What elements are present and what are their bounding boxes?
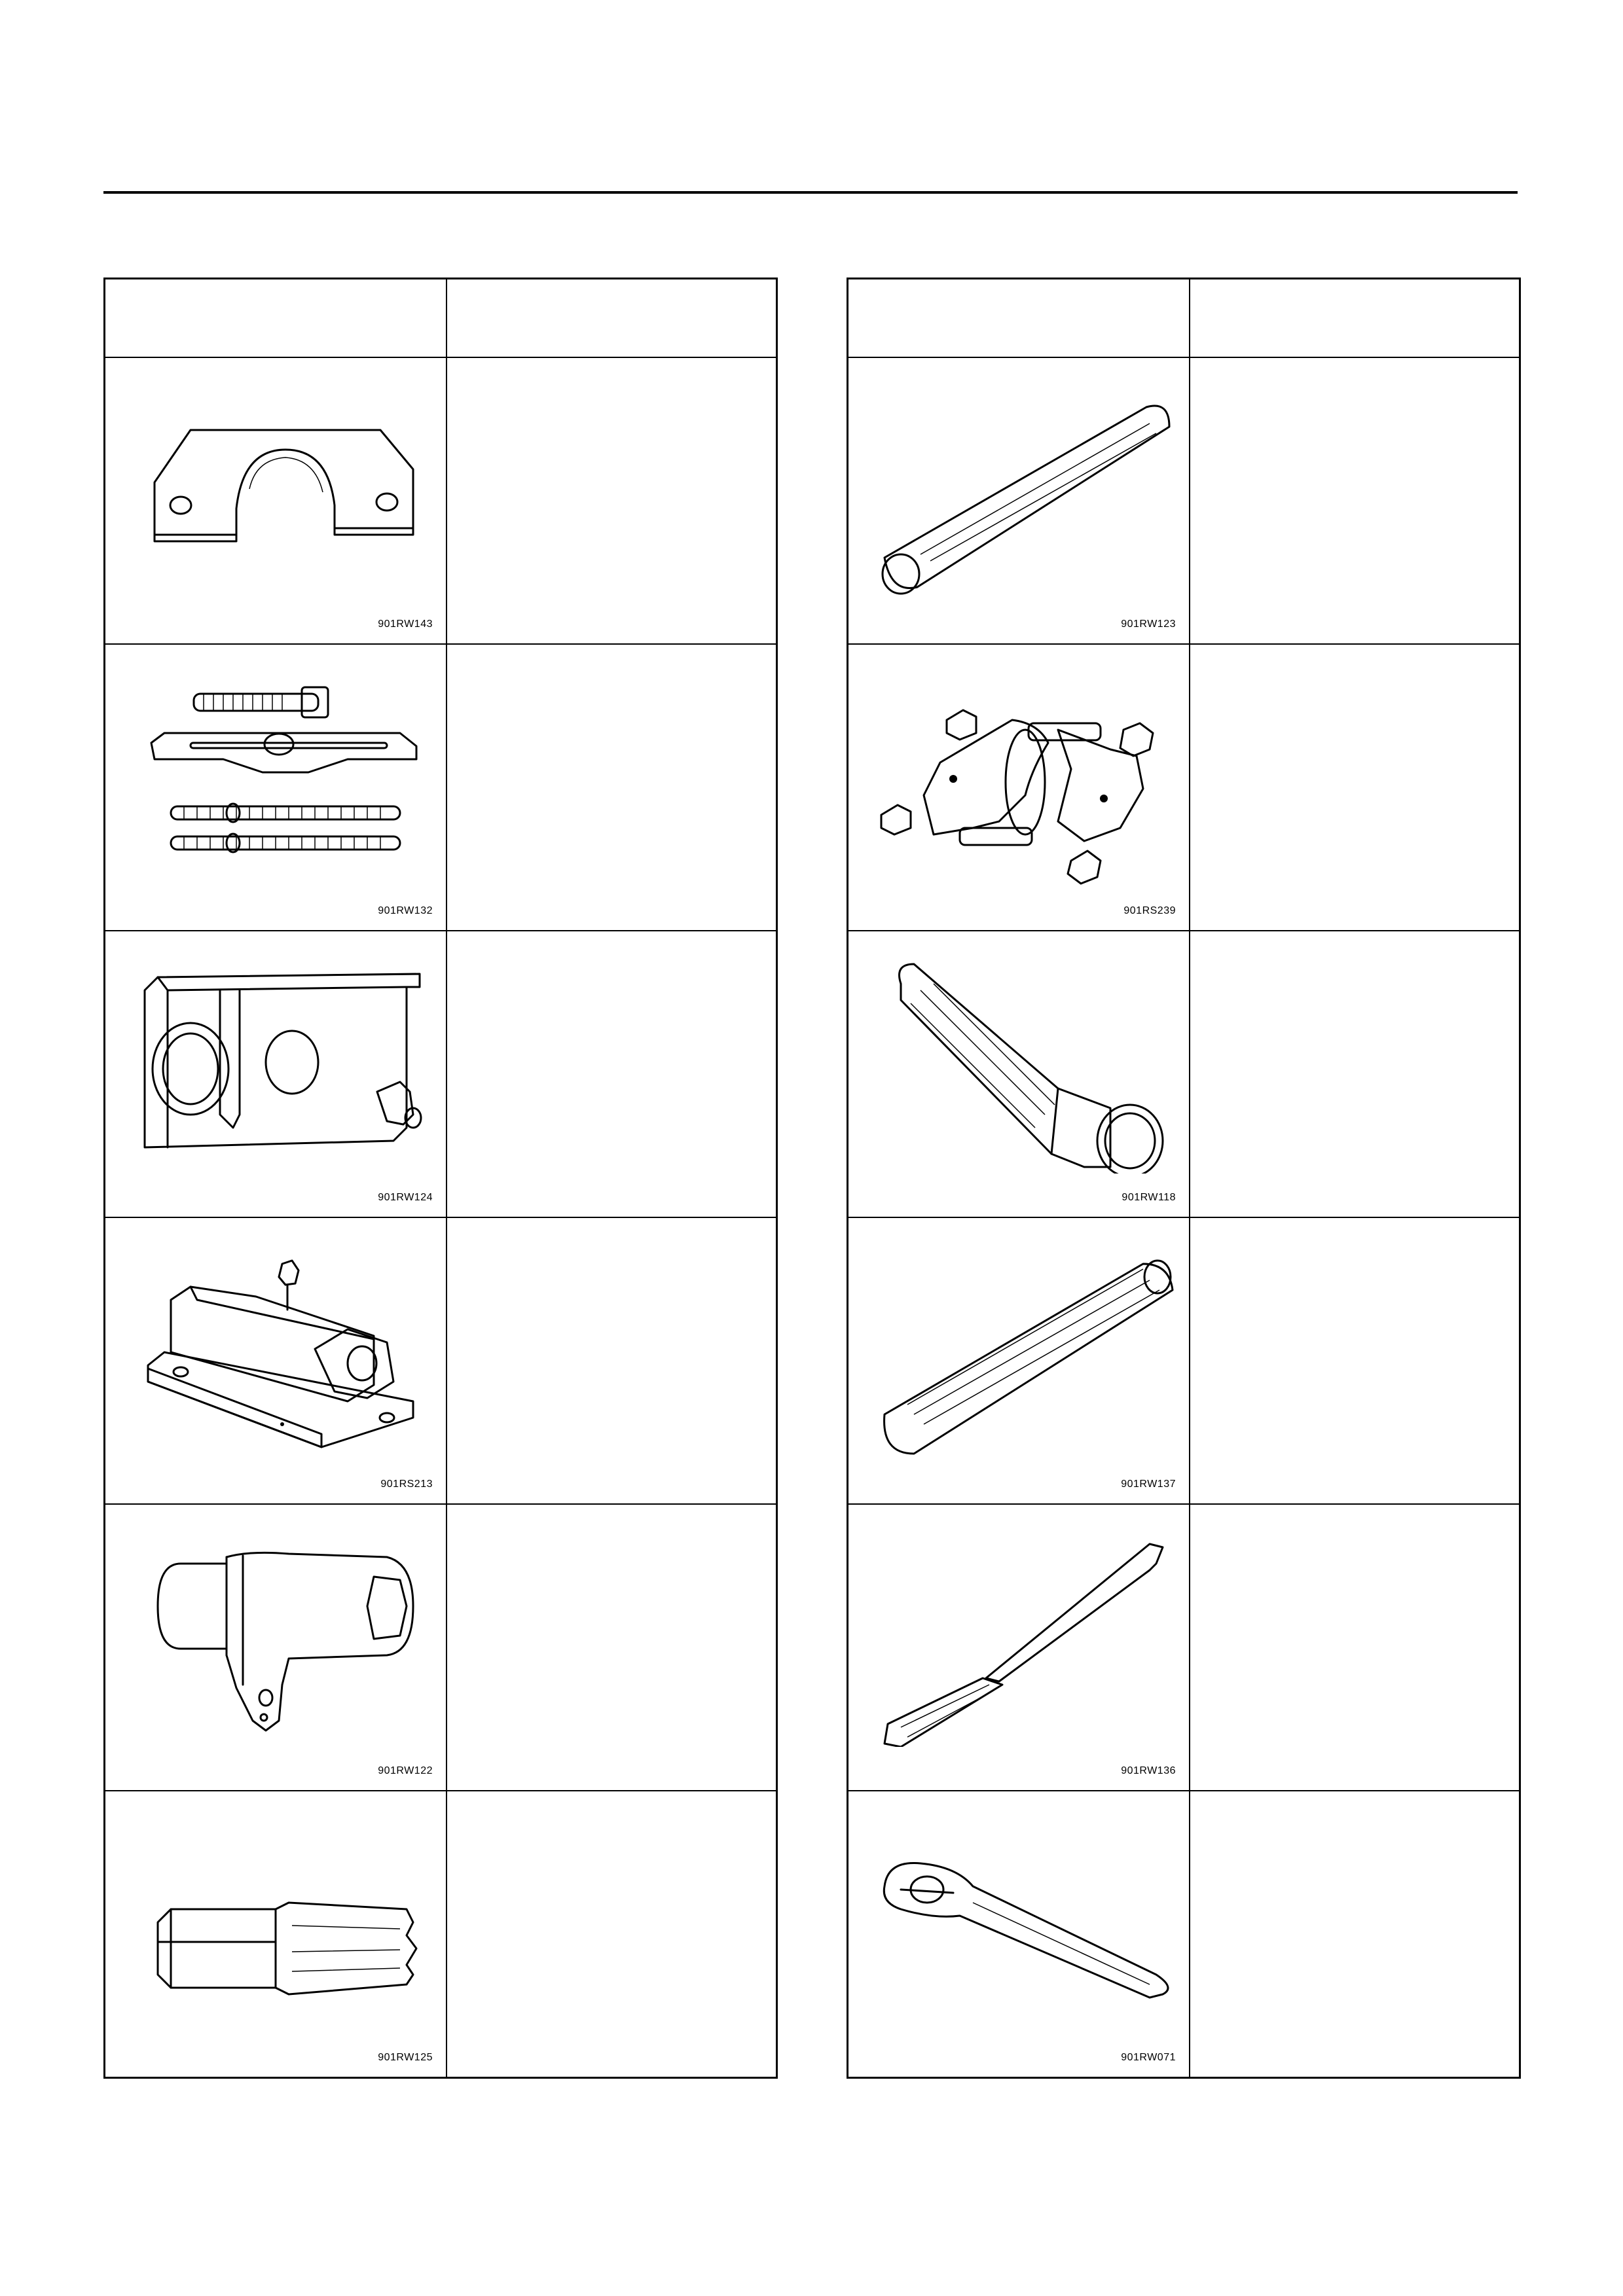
illustration-cell (105, 1218, 447, 1503)
header-cell-description (447, 279, 776, 357)
illustration-cell (848, 645, 1190, 930)
table-row (105, 1505, 776, 1791)
illustration-cell (848, 358, 1190, 643)
figure-ref: 901RS213 (380, 1479, 433, 1490)
figure-ref: 901RW136 (1121, 1765, 1176, 1776)
tube-drift-icon (862, 1238, 1176, 1460)
description-cell (447, 931, 776, 1217)
header-rule (103, 191, 1518, 194)
table-header (848, 279, 1519, 358)
description-cell (447, 1505, 776, 1790)
description-cell (1190, 1505, 1519, 1790)
figure-ref: 901RW123 (1121, 619, 1176, 630)
description-cell (447, 358, 776, 643)
figure-ref: 901RW132 (378, 905, 433, 916)
puller-bar-bolts-icon (119, 664, 433, 887)
description-cell (447, 1218, 776, 1503)
description-cell (1190, 1791, 1519, 2077)
description-cell (1190, 645, 1519, 930)
table-row (105, 1791, 776, 2077)
angle-bracket-fixture-icon (119, 951, 433, 1174)
illustration-cell (105, 1791, 447, 2077)
description-cell (1190, 931, 1519, 1217)
table-row (848, 358, 1519, 645)
table-row (105, 931, 776, 1218)
tools-table-left (103, 278, 778, 2079)
description-cell (447, 645, 776, 930)
table-row (848, 931, 1519, 1218)
illustration-cell (105, 358, 447, 643)
illustration-cell (105, 931, 447, 1217)
figure-ref: 901RS239 (1123, 905, 1176, 916)
description-cell (1190, 358, 1519, 643)
pick-tool-icon (862, 1524, 1176, 1747)
figure-ref: 901RW124 (378, 1192, 433, 1203)
illustration-cell (105, 645, 447, 930)
figure-ref: 901RW137 (1121, 1479, 1176, 1490)
socket-with-arm-icon (119, 1524, 433, 1747)
table-row (848, 645, 1519, 931)
illustration-cell (105, 1505, 447, 1790)
tapered-drift-icon (862, 951, 1176, 1174)
figure-ref: 901RW125 (378, 2052, 433, 2063)
table-row (105, 645, 776, 931)
header-cell-description (1190, 279, 1519, 357)
table-row (848, 1218, 1519, 1505)
table-header (105, 279, 776, 358)
table-row (848, 1505, 1519, 1791)
figure-ref: 901RW143 (378, 619, 433, 630)
pin-spanner-icon (862, 1811, 1176, 2034)
illustration-cell (848, 931, 1190, 1217)
table-row (105, 358, 776, 645)
description-cell (1190, 1218, 1519, 1503)
table-row (105, 1218, 776, 1505)
illustration-cell (848, 1218, 1190, 1503)
drift-bar-icon (862, 378, 1176, 600)
header-cell-illustration (105, 279, 447, 357)
torx-bit-icon (119, 1811, 433, 2034)
illustration-cell (848, 1505, 1190, 1790)
tools-table-right (847, 278, 1521, 2079)
mounting-block-icon (119, 1238, 433, 1460)
split-clamp-puller-icon (862, 664, 1176, 887)
description-cell (447, 1791, 776, 2077)
illustration-cell (848, 1791, 1190, 2077)
bracket-plate-icon (119, 378, 433, 600)
figure-ref: 901RW118 (1122, 1192, 1176, 1203)
table-row (848, 1791, 1519, 2077)
header-cell-illustration (848, 279, 1190, 357)
figure-ref: 901RW122 (378, 1765, 433, 1776)
figure-ref: 901RW071 (1121, 2052, 1176, 2063)
